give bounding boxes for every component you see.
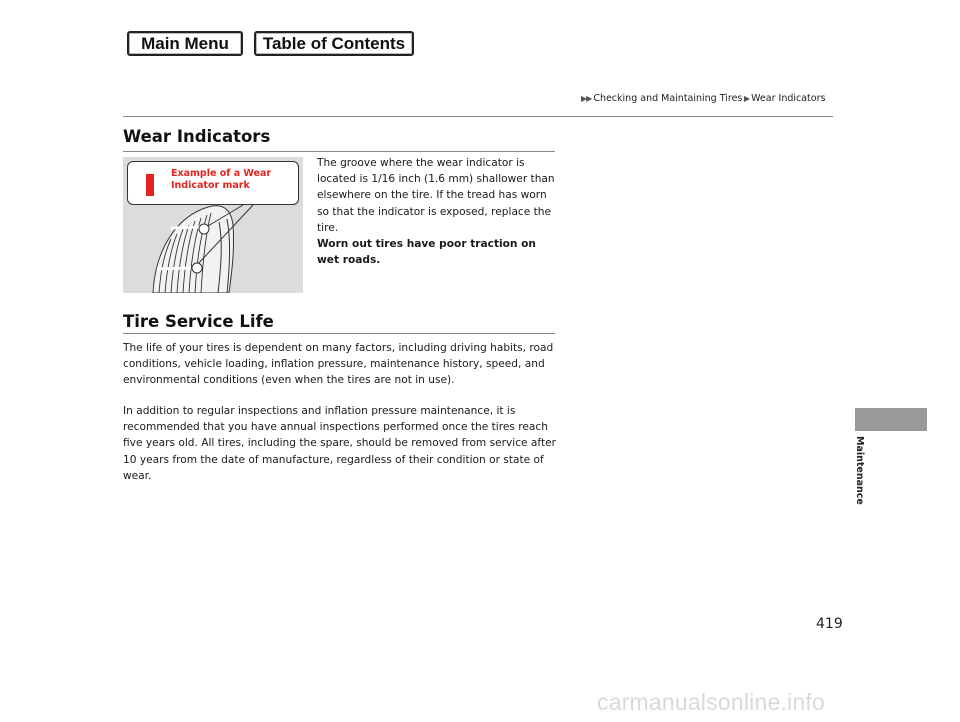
wear-indicator-body: The groove where the wear indicator is located is 1/16 inch (1.6 mm) shallower than elsewhere on the tire. If the tread has worn so that the indicator is exposed, replace the tire.: [317, 157, 555, 234]
section-title-wear-indicators: Wear Indicators: [123, 127, 271, 146]
section-divider: [123, 151, 555, 152]
wear-indicator-paragraph: [317, 155, 557, 268]
section-title-tire-service-life: Tire Service Life: [123, 312, 274, 331]
indicator-mark-icon: [146, 174, 154, 196]
breadcrumb-item[interactable]: Checking and Maintaining Tires: [593, 93, 743, 104]
breadcrumb-arrow-icon: ▶: [742, 94, 750, 103]
wear-indicator-figure: [123, 157, 303, 293]
service-life-paragraph-1: The life of your tires is dependent on many factors, including driving habits, road conditions, vehicle loading, inflation pressure, maintenance history, speed, and environmental conditions (even when the tires are not in use).: [123, 342, 554, 387]
table-of-contents-button[interactable]: Table of Contents: [254, 31, 414, 56]
main-menu-button[interactable]: Main Menu: [127, 31, 243, 56]
wear-warning-text: Worn out tires have poor traction on wet roads.: [317, 238, 536, 267]
chapter-tab-label: Maintenance: [854, 436, 865, 505]
page-number: 419: [816, 616, 843, 632]
header-divider: [123, 116, 833, 117]
section-divider: [123, 333, 555, 334]
breadcrumb-arrow-icon: ▶▶: [581, 94, 592, 103]
callout-label: Example of a Wear Indicator mark: [171, 168, 272, 191]
breadcrumb: [581, 93, 825, 104]
watermark: carmanualsonline.info: [597, 689, 825, 715]
breadcrumb-item[interactable]: Wear Indicators: [751, 93, 826, 104]
chapter-tab[interactable]: [855, 408, 927, 431]
service-life-paragraph-2: In addition to regular inspections and inflation pressure maintenance, it is recommended that you have annual inspections performed once the tires reach five years old. All tires, including the spare, should be removed from service after 10 years from the date of manufacture, regardless of their condition or state of wear.: [123, 405, 556, 482]
callout-box: [127, 161, 299, 205]
